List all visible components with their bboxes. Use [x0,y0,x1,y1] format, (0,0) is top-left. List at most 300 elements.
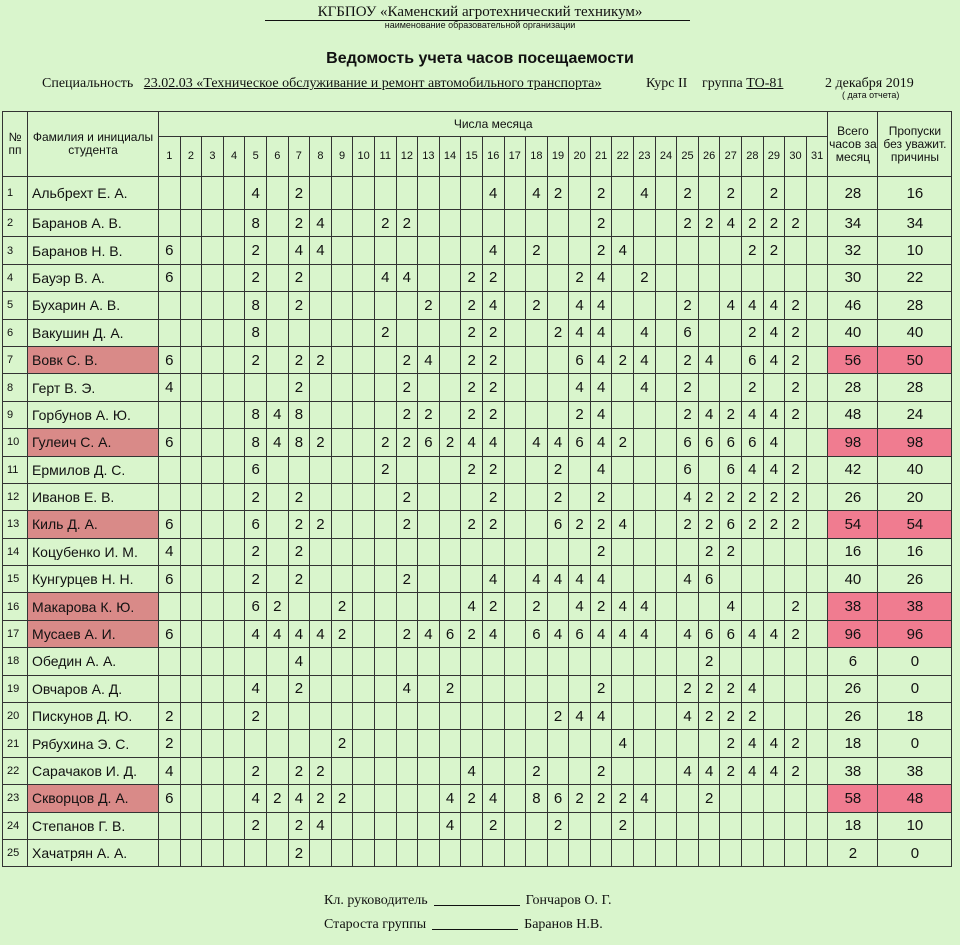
day-cell [418,730,440,757]
day-cell [482,703,504,730]
day-cell [331,456,353,483]
day-cell [655,264,677,291]
day-cell [331,538,353,565]
day-cell: 4 [677,620,699,647]
class-leader-signature [324,893,612,909]
student-row [3,839,952,866]
total-hours: 38 [828,593,878,620]
day-cell [180,319,202,346]
day-cell: 2 [266,785,288,812]
day-cell: 6 [677,456,699,483]
day-cell [720,237,742,264]
day-cell [331,346,353,373]
day-cell: 2 [763,177,785,210]
total-hours: 98 [828,429,878,456]
day-cell [806,812,828,839]
day-cell [590,648,612,675]
day-cell: 4 [742,730,764,757]
unexcused-hours: 16 [878,177,952,210]
day-cell [288,319,310,346]
day-header: 19 [547,137,569,177]
day-cell [547,237,569,264]
day-cell [655,538,677,565]
day-cell [720,566,742,593]
day-cell: 6 [245,456,267,483]
day-cell [482,730,504,757]
day-cell [310,401,332,428]
day-cell [331,210,353,237]
day-cell: 2 [590,675,612,702]
day-cell [526,319,548,346]
total-hours: 46 [828,292,878,319]
row-number: 3 [3,237,28,264]
unexcused-hours: 10 [878,812,952,839]
day-cell [806,566,828,593]
day-cell: 2 [482,346,504,373]
day-cell: 4 [742,292,764,319]
day-cell [526,401,548,428]
row-number: 24 [3,812,28,839]
day-cell [418,483,440,510]
day-cell [526,703,548,730]
day-cell [266,566,288,593]
day-cell [180,483,202,510]
day-cell [396,648,418,675]
day-cell: 6 [720,511,742,538]
day-cell [223,374,245,401]
day-header: 23 [634,137,656,177]
day-cell [742,785,764,812]
day-cell [353,593,375,620]
day-cell: 4 [590,456,612,483]
day-cell: 2 [677,374,699,401]
day-cell: 4 [482,429,504,456]
day-cell [569,456,591,483]
day-cell [806,374,828,401]
day-cell: 2 [698,648,720,675]
day-cell [612,210,634,237]
day-cell [418,319,440,346]
day-cell [310,730,332,757]
total-hours: 18 [828,812,878,839]
day-cell: 2 [569,401,591,428]
day-cell: 2 [482,593,504,620]
day-cell [677,593,699,620]
day-cell: 2 [569,785,591,812]
total-hours: 18 [828,730,878,757]
day-header: 29 [763,137,785,177]
day-cell: 4 [763,319,785,346]
day-cell [763,566,785,593]
day-cell [612,401,634,428]
day-cell: 2 [742,319,764,346]
day-cell [266,319,288,346]
day-cell: 2 [785,319,807,346]
day-cell: 6 [677,319,699,346]
day-cell: 2 [590,237,612,264]
day-cell [698,593,720,620]
student-row [3,675,952,702]
day-cell [698,319,720,346]
day-cell: 4 [720,210,742,237]
day-cell: 4 [590,292,612,319]
day-cell: 4 [763,757,785,784]
day-cell [223,839,245,866]
day-cell [742,177,764,210]
day-cell [159,319,181,346]
day-cell [634,511,656,538]
day-cell [180,538,202,565]
student-row [3,237,952,264]
day-cell: 2 [677,401,699,428]
day-cell: 4 [742,456,764,483]
day-cell: 6 [245,593,267,620]
student-name: Бухарин А. В. [28,292,159,319]
day-cell [266,346,288,373]
day-cell: 2 [698,511,720,538]
day-cell [266,511,288,538]
day-cell: 4 [482,566,504,593]
day-cell [612,177,634,210]
day-cell [223,511,245,538]
day-cell [742,566,764,593]
day-cell: 4 [547,566,569,593]
day-cell: 2 [526,237,548,264]
day-cell: 4 [612,730,634,757]
day-cell: 6 [569,346,591,373]
day-cell [677,264,699,291]
day-cell [331,264,353,291]
student-name: Пискунов Д. Ю. [28,703,159,730]
day-cell [698,730,720,757]
day-cell [461,703,483,730]
day-cell: 2 [482,511,504,538]
day-cell [396,730,418,757]
day-cell [504,429,526,456]
day-cell [526,210,548,237]
day-cell [569,757,591,784]
day-cell: 4 [461,429,483,456]
day-cell: 4 [590,401,612,428]
day-header: 8 [310,137,332,177]
day-cell [266,703,288,730]
group-line [702,76,783,92]
day-cell [374,401,396,428]
day-cell [439,210,461,237]
day-header: 4 [223,137,245,177]
day-cell [288,730,310,757]
day-cell [461,648,483,675]
day-cell [396,319,418,346]
day-cell [612,292,634,319]
specialty-value: 23.02.03 «Техническое обслуживание и ремонт автомобильного транспорта» [143,76,602,91]
day-cell: 2 [159,730,181,757]
day-header: 21 [590,137,612,177]
day-cell [482,675,504,702]
row-number: 18 [3,648,28,675]
day-cell: 2 [288,675,310,702]
day-header: 15 [461,137,483,177]
day-cell [526,346,548,373]
day-cell [353,429,375,456]
day-cell [612,264,634,291]
day-cell [439,538,461,565]
day-cell: 4 [159,374,181,401]
day-cell: 6 [159,237,181,264]
day-cell [742,593,764,620]
day-cell [590,730,612,757]
day-cell [353,483,375,510]
day-cell [504,264,526,291]
day-cell [418,511,440,538]
day-cell [655,374,677,401]
day-cell [353,703,375,730]
day-cell: 2 [720,483,742,510]
total-hours: 28 [828,374,878,401]
day-cell [288,456,310,483]
day-cell [202,210,224,237]
day-cell [223,429,245,456]
class-leader-label: Кл. руководитель [324,893,428,908]
row-number: 6 [3,319,28,346]
day-cell [461,538,483,565]
day-cell [180,648,202,675]
day-cell: 6 [547,511,569,538]
day-cell [590,839,612,866]
day-cell: 4 [634,374,656,401]
day-cell [439,237,461,264]
student-row [3,264,952,291]
day-cell [245,730,267,757]
day-cell [310,456,332,483]
day-cell [569,483,591,510]
day-cell [439,839,461,866]
day-header: 16 [482,137,504,177]
day-cell: 2 [547,456,569,483]
day-cell [180,839,202,866]
day-cell [806,292,828,319]
day-cell: 8 [526,785,548,812]
day-cell [504,593,526,620]
day-cell: 2 [763,210,785,237]
day-cell [461,675,483,702]
day-cell [655,785,677,812]
day-cell [720,374,742,401]
day-cell: 4 [677,483,699,510]
day-cell: 2 [310,511,332,538]
day-cell: 2 [785,401,807,428]
day-cell [223,785,245,812]
day-cell [806,511,828,538]
day-cell [461,839,483,866]
day-cell [763,264,785,291]
day-cell [504,456,526,483]
day-cell: 4 [590,566,612,593]
day-cell: 2 [742,237,764,264]
total-hours: 42 [828,456,878,483]
unexcused-hours: 96 [878,620,952,647]
day-cell: 2 [396,401,418,428]
day-cell: 2 [288,538,310,565]
student-row [3,374,952,401]
day-cell [202,648,224,675]
day-cell [202,785,224,812]
day-cell: 4 [547,620,569,647]
day-cell [353,812,375,839]
specialty-label: Специальность [42,76,134,91]
day-cell [266,456,288,483]
day-cell: 2 [331,620,353,647]
day-cell [461,812,483,839]
day-cell: 2 [288,210,310,237]
day-cell [439,346,461,373]
day-cell [612,456,634,483]
day-cell [634,812,656,839]
day-cell: 2 [590,210,612,237]
day-cell: 2 [396,566,418,593]
day-cell: 2 [482,401,504,428]
day-header: 17 [504,137,526,177]
day-cell [655,730,677,757]
day-cell [159,401,181,428]
day-cell [396,237,418,264]
day-cell [353,620,375,647]
day-cell: 4 [612,620,634,647]
day-cell [202,593,224,620]
day-cell [202,264,224,291]
day-cell [806,757,828,784]
row-number: 14 [3,538,28,565]
day-cell [698,292,720,319]
day-cell [331,483,353,510]
day-cell [288,593,310,620]
column-header-absent: Пропуски без уважит. причины [878,112,952,177]
day-cell: 4 [569,566,591,593]
day-cell [612,703,634,730]
day-cell [634,839,656,866]
day-cell: 2 [245,237,267,264]
day-cell: 2 [374,456,396,483]
student-name: Мусаев А. И. [28,620,159,647]
total-hours: 54 [828,511,878,538]
day-cell: 2 [245,812,267,839]
day-cell: 6 [159,785,181,812]
day-cell [655,593,677,620]
day-cell [634,292,656,319]
day-cell [418,812,440,839]
day-cell: 2 [461,511,483,538]
total-hours: 58 [828,785,878,812]
day-cell [418,839,440,866]
day-cell [418,593,440,620]
day-cell [634,566,656,593]
student-row [3,593,952,620]
day-cell [180,620,202,647]
day-cell [266,757,288,784]
day-cell: 2 [288,346,310,373]
day-cell [310,292,332,319]
day-cell [547,374,569,401]
student-name: Гулеич С. А. [28,429,159,456]
day-cell: 4 [698,401,720,428]
day-cell [223,730,245,757]
day-header: 31 [806,137,828,177]
day-cell: 4 [439,812,461,839]
day-cell: 4 [742,757,764,784]
day-cell [310,264,332,291]
day-cell [677,538,699,565]
day-cell: 4 [763,730,785,757]
day-cell: 4 [634,785,656,812]
day-cell: 2 [331,593,353,620]
total-hours: 34 [828,210,878,237]
day-cell [180,456,202,483]
day-cell [202,177,224,210]
day-cell: 4 [763,429,785,456]
day-cell [806,593,828,620]
day-cell: 6 [159,566,181,593]
day-cell [806,675,828,702]
day-cell [806,483,828,510]
day-cell [353,177,375,210]
day-cell: 2 [547,319,569,346]
day-cell: 8 [245,210,267,237]
day-cell: 2 [785,456,807,483]
day-cell [504,538,526,565]
day-cell: 2 [245,566,267,593]
day-cell [504,785,526,812]
day-cell [180,292,202,319]
day-cell: 2 [288,566,310,593]
day-cell [418,538,440,565]
day-cell: 4 [763,292,785,319]
day-cell [353,456,375,483]
unexcused-hours: 34 [878,210,952,237]
day-cell [569,675,591,702]
student-row [3,319,952,346]
day-cell: 2 [159,703,181,730]
day-cell [655,483,677,510]
day-cell [331,237,353,264]
day-cell: 2 [439,429,461,456]
day-cell [353,237,375,264]
day-cell [266,839,288,866]
student-name: Бауэр В. А. [28,264,159,291]
total-hours: 2 [828,839,878,866]
day-cell [698,374,720,401]
day-cell [612,538,634,565]
day-cell: 4 [677,703,699,730]
document-title: Ведомость учета часов посещаемости [326,50,634,67]
day-cell: 2 [482,264,504,291]
day-cell [202,703,224,730]
day-cell [785,839,807,866]
day-cell: 2 [439,675,461,702]
row-number: 13 [3,511,28,538]
day-cell: 2 [374,429,396,456]
day-cell [720,839,742,866]
day-cell [806,839,828,866]
day-cell [180,264,202,291]
specialty-line [42,76,601,92]
day-cell [202,401,224,428]
day-cell [202,429,224,456]
group-head-label: Староста группы [324,917,427,932]
student-name: Вовк С. В. [28,346,159,373]
day-cell [374,292,396,319]
unexcused-hours: 38 [878,593,952,620]
day-cell [698,812,720,839]
